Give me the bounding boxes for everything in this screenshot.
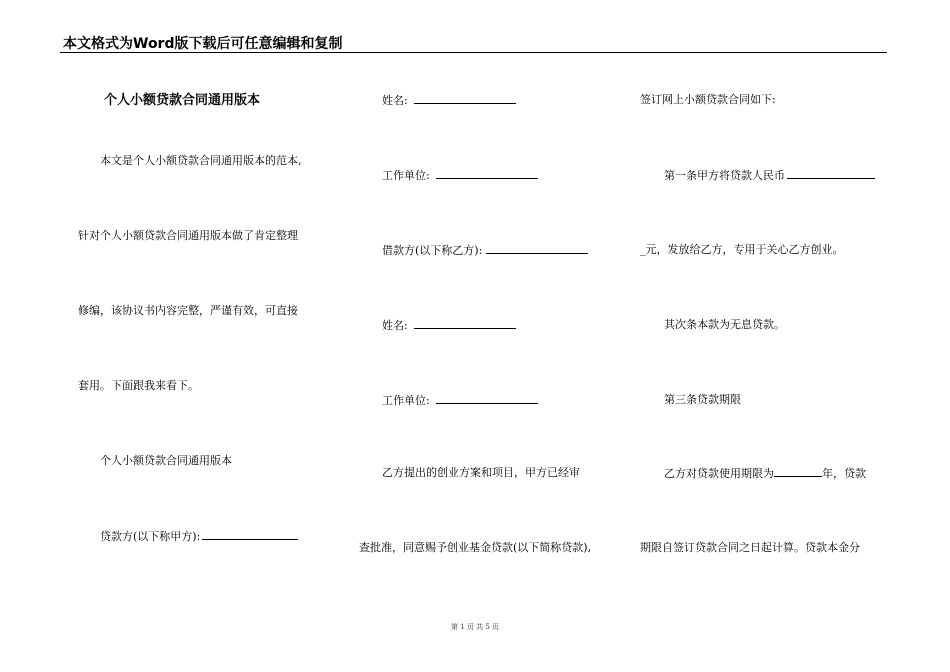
page-number: 第 1 页 共 5 页 xyxy=(450,623,500,631)
intro-line-2: 针对个人小额贷款合同通用版本做了肯定整理 xyxy=(78,229,298,242)
loan-term-line xyxy=(664,466,866,481)
agreement-intro: 签订网上小额贷款合同如下: xyxy=(640,93,776,106)
borrower-workplace-blank xyxy=(436,393,538,404)
intro-line-1: 本文是个人小额贷款合同通用版本的范本, xyxy=(100,154,302,167)
lender-name-blank xyxy=(414,93,516,104)
article-1-continuation: _元，发放给乙方，专用于关心乙方创业。 xyxy=(640,243,844,256)
article-2: 其次条本款为无息贷款。 xyxy=(664,318,785,331)
lender-workplace-field xyxy=(382,168,538,183)
borrower-name-blank xyxy=(414,318,516,329)
loan-term-text: 乙方对贷款使用期限为 xyxy=(664,467,774,480)
intro-line-3: 修编，该协议书内容完整，严谨有效，可直接 xyxy=(78,304,298,317)
intro-line-4: 套用。下面跟我来看下。 xyxy=(78,379,199,392)
document-title: 个人小额贷款合同通用版本 xyxy=(104,93,261,108)
contract-subtitle: 个人小额贷款合同通用版本 xyxy=(100,454,232,467)
lender-workplace-label: 工作单位: xyxy=(382,169,430,182)
loan-term-suffix: 年，贷款 xyxy=(822,467,866,480)
lender-name-label: 姓名: xyxy=(382,94,408,107)
loan-amount-blank xyxy=(787,168,875,179)
lender-field xyxy=(100,529,298,544)
borrower-label: 借款方(以下称乙方): xyxy=(382,244,483,257)
lender-label: 贷款方(以下称甲方): xyxy=(100,530,201,543)
approval-line-1: 乙方提出的创业方案和项目，甲方已经审 xyxy=(382,466,580,479)
document-header: 本文格式为Word版下载后可任意编辑和复制 xyxy=(63,36,343,52)
header-rule xyxy=(60,52,887,53)
lender-blank xyxy=(202,529,298,540)
borrower-name-label: 姓名: xyxy=(382,319,408,332)
borrower-workplace-label: 工作单位: xyxy=(382,394,430,407)
borrower-workplace-field xyxy=(382,393,538,408)
borrower-name-field xyxy=(382,318,516,333)
article-3-heading: 第三条贷款期限 xyxy=(664,393,741,406)
article-1-line xyxy=(664,168,875,183)
approval-line-2: 查批准，同意赐予创业基金贷款(以下简称贷款), xyxy=(359,541,592,554)
borrower-field xyxy=(382,243,588,258)
lender-workplace-blank xyxy=(436,168,538,179)
loan-term-blank xyxy=(774,466,822,477)
loan-term-continuation: 期限自签订贷款合同之日起计算。贷款本金分 xyxy=(640,541,860,554)
borrower-blank xyxy=(486,243,588,254)
lender-name-field xyxy=(382,93,516,108)
article-1-text: 第一条甲方将贷款人民币 xyxy=(664,169,785,182)
